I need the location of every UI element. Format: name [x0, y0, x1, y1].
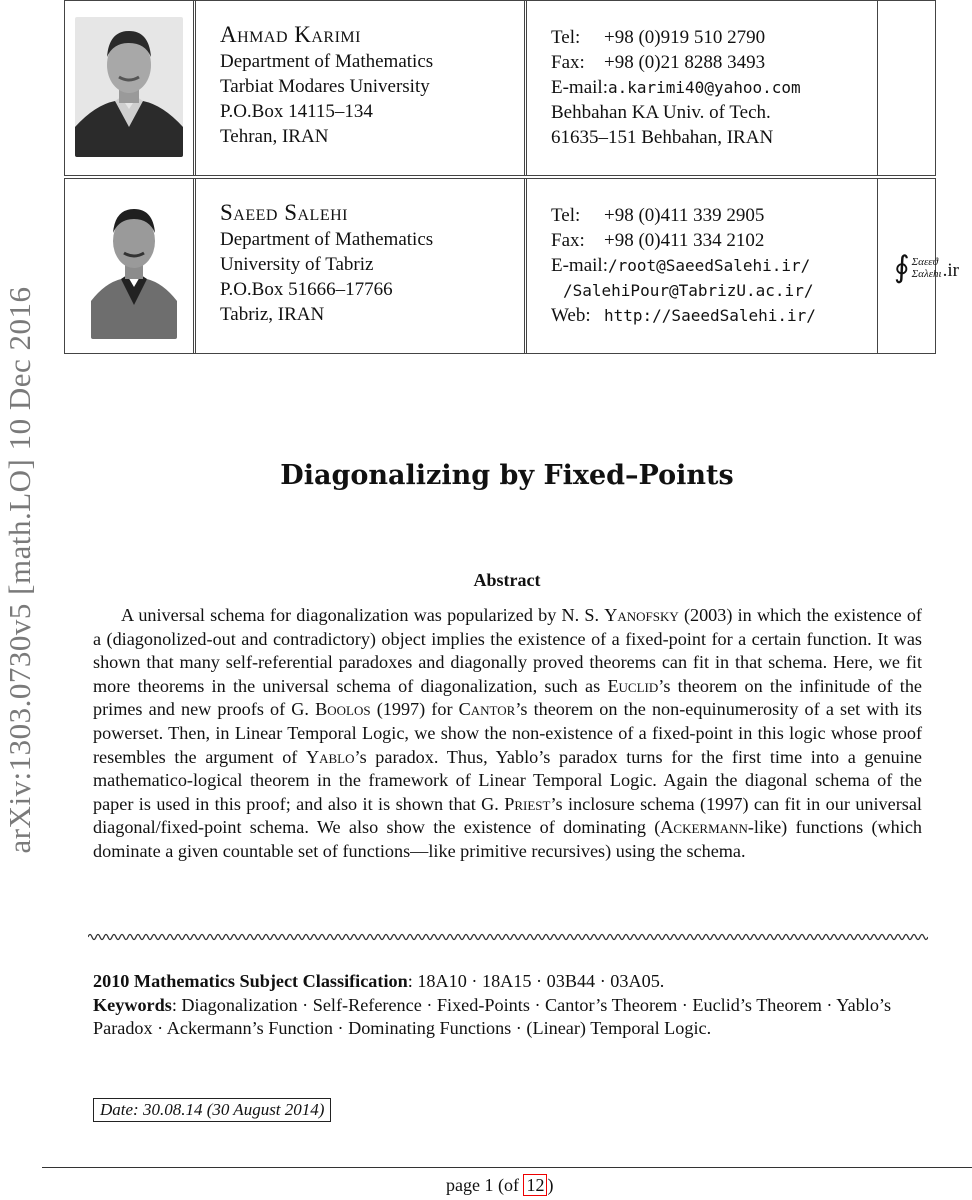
author-card-karimi — [64, 0, 936, 176]
paper-title: Diagonalizing by Fixed–Points — [280, 460, 734, 491]
name-priest: Priest — [504, 793, 551, 814]
author-info — [196, 179, 527, 353]
author-univ: Tarbiat Modares University — [220, 76, 430, 97]
logo-stack — [912, 256, 942, 280]
web-label: Web: — [551, 305, 591, 326]
author-pobox: P.O.Box 51666–17766 — [220, 279, 393, 300]
author-name: Saeed Salehi — [220, 200, 348, 225]
email-row — [551, 75, 877, 100]
author-dept: Department of Mathematics — [220, 229, 434, 250]
arxiv-stamp-text: arXiv:1303.0730v5 [math.LO] 10 Dec 2016 — [2, 286, 37, 854]
author-contact — [527, 1, 878, 175]
logo-tld: .ir — [942, 260, 959, 281]
wavy-divider — [88, 930, 928, 944]
abstract-seg: ’s theorem on the non-equinumerosity of a set with its powerset. Then, in Linear Temporal Logic, we show the non-existence of a fixed-point in this logic whose proof resembles the argument of — [93, 699, 922, 767]
keywords-label: Keywords — [93, 994, 172, 1015]
tel-value: +98 (0)411 339 2905 — [604, 205, 765, 226]
logo-top: Σαεεϑ — [911, 256, 939, 268]
email-row-2 — [551, 278, 877, 303]
abstract-seg: ’s inclosure schema (1997) can fit in our universal diagonal/fixed-point schema. We also show the existence of dominating ( — [93, 793, 922, 838]
author-photo-salehi — [91, 193, 177, 339]
logo-bottom: Σαλεhι — [911, 268, 942, 280]
logo-cell — [878, 179, 959, 353]
total-pages-link[interactable]: 12 — [523, 1174, 547, 1196]
abstract-seg: (2003) in which the existence of a (diagonolized-out and contradictory) object implies the existence of a fixed-point for a certain function. It was shown that many self-referential paradoxes and diagonally proved theorems can fit in that schema. Here, we fit more theorems in the universal schema of diagonalization, such as — [93, 605, 922, 696]
author-info — [196, 1, 527, 175]
classification-block — [93, 970, 922, 1041]
author-photo-cell — [65, 179, 196, 353]
keywords-value: : Diagonalization · Self-Reference · Fixed-Points · Cantor’s Theorem · Euclid’s Theorem · Yablo’s Paradox · Ackermann’s Function · Dominating Functions · (Linear) Temporal Logic. — [93, 994, 892, 1039]
tel-label: Tel: — [551, 27, 581, 48]
web-row — [551, 303, 877, 328]
fax-label: Fax: — [551, 52, 585, 73]
author-city: Tabriz, IRAN — [220, 304, 325, 325]
footer-prefix: page 1 (of — [446, 1175, 524, 1195]
abstract-seg: A universal schema for diagonalization was popularized by N. S. — [121, 605, 605, 625]
tel-row — [551, 203, 877, 228]
author-photo-cell — [65, 1, 196, 175]
author-contact — [527, 179, 878, 353]
empty-cell — [878, 1, 935, 175]
author-dept: Department of Mathematics — [220, 51, 434, 72]
footer-rule — [42, 1167, 972, 1168]
contour-integral-icon: ∮ — [894, 251, 910, 284]
abstract-text — [93, 604, 922, 864]
affiliation-address: 61635–151 Behbahan, IRAN — [551, 127, 774, 148]
author-card-salehi — [64, 178, 959, 354]
abstract-seg: (1997) for — [370, 699, 459, 720]
email-label: E-mail: — [551, 255, 608, 276]
abstract-seg: ’s paradox. Thus, Yablo’s paradox turns for the first time into a genuine mathematico-logical theorem in the framework of Linear Temporal Logic. Again the diagonal schema of the paper is used in this proof; and also it is shown that G. — [93, 746, 922, 814]
author-pobox: P.O.Box 14115–134 — [220, 101, 373, 122]
fax-value: +98 (0)21 8288 3493 — [604, 52, 766, 73]
name-yanofsky: Yanofsky — [604, 605, 679, 625]
tel-label: Tel: — [551, 205, 581, 226]
name-boolos: Boolos — [315, 699, 371, 720]
email-link-2[interactable]: /SalehiPour@TabrizU.ac.ir/ — [563, 281, 814, 300]
name-yablo: Yablo — [305, 746, 355, 767]
fax-value: +98 (0)411 334 2102 — [604, 230, 765, 251]
email-link[interactable]: a.karimi40@yahoo.com — [607, 78, 801, 97]
email-row — [551, 253, 877, 278]
name-euclid: Euclid — [607, 675, 659, 696]
name-cantor: Cantor — [458, 699, 516, 720]
fax-row — [551, 228, 877, 253]
footer-suffix: ) — [547, 1175, 554, 1195]
author-univ: University of Tabriz — [220, 254, 374, 275]
web-link[interactable]: http://SaeedSalehi.ir/ — [604, 306, 816, 325]
site-logo — [894, 253, 959, 283]
page-footer — [446, 1175, 553, 1196]
author-photo-karimi — [75, 17, 183, 157]
fax-label: Fax: — [551, 230, 585, 251]
email-label: E-mail: — [551, 77, 608, 98]
msc-value: : 18A10 · 18A15 · 03B44 · 03A05. — [407, 971, 665, 991]
tel-row — [551, 25, 877, 50]
author-name: Ahmad Karimi — [220, 22, 361, 47]
name-ackermann: Ackermann — [660, 817, 748, 838]
date-box: Date: 30.08.14 (30 August 2014) — [93, 1098, 331, 1122]
affiliation-line: Behbahan KA Univ. of Tech. — [551, 102, 771, 123]
abstract-seg: -like) functions (which dominate a given countable set of functions—like primitive recursives) using the schema. — [93, 817, 922, 861]
abstract-heading: Abstract — [473, 570, 541, 590]
author-city: Tehran, IRAN — [220, 126, 329, 147]
email-link[interactable]: /root@SaeedSalehi.ir/ — [607, 256, 811, 275]
abstract-seg: ’s theorem on the infinitude of the primes and new proofs of G. — [93, 675, 922, 720]
msc-label: 2010 Mathematics Subject Classification — [93, 971, 408, 991]
tel-value: +98 (0)919 510 2790 — [604, 27, 766, 48]
fax-row — [551, 50, 877, 75]
